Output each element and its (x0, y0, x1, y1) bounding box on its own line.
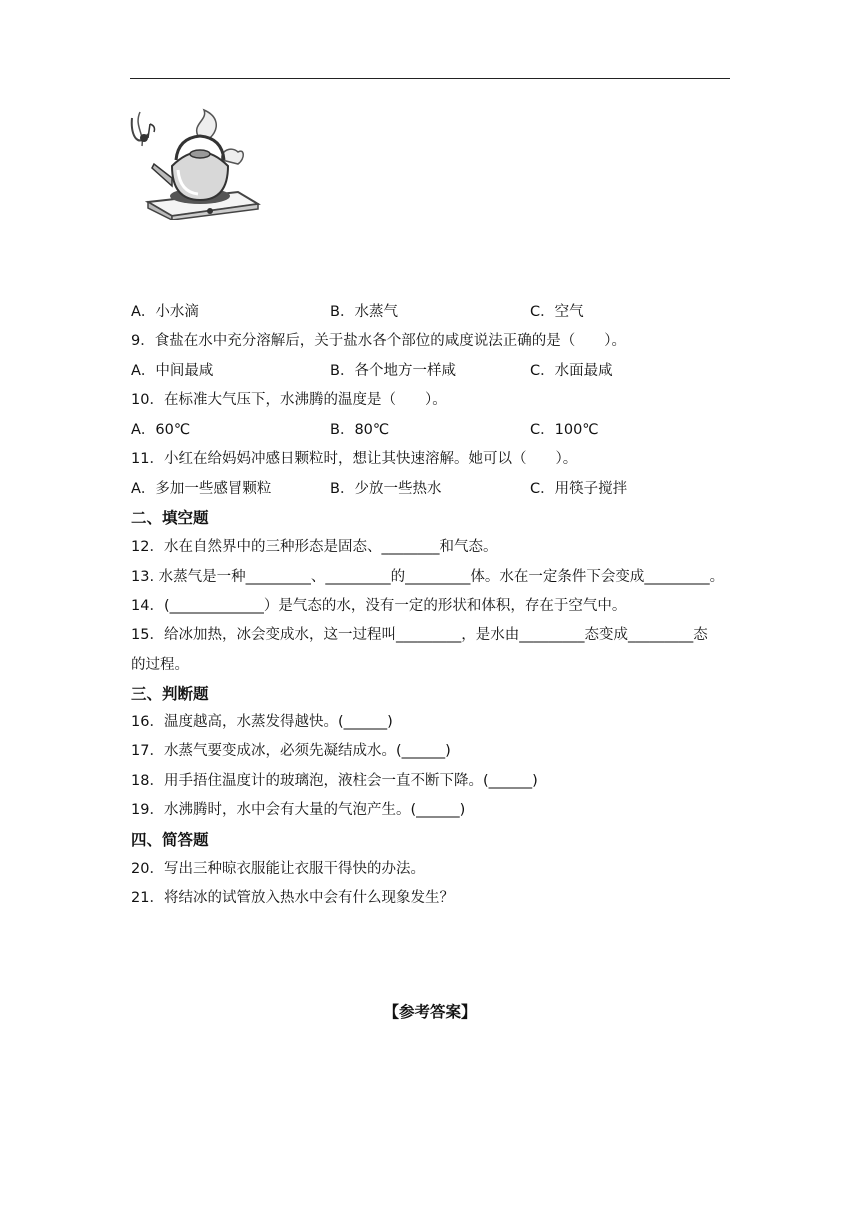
q11-option-b: B．少放一些热水 (330, 481, 442, 497)
question-14: 14．(_____________）是气态的水，没有一定的形状和体积，存在于空气中。 (131, 598, 627, 614)
question-11: 11．小红在给妈妈冲感日颗粒时，想让其快速溶解。她可以（ ）。 (131, 451, 578, 467)
q9-option-a: A．中间最咸 (131, 363, 214, 379)
q9-option-c: C．水面最咸 (530, 363, 613, 379)
q8-option-c: C．空气 (530, 304, 584, 320)
q10-option-a: A．60℃ (131, 422, 191, 438)
question-21: 21．将结冰的试管放入热水中会有什么现象发生？ (131, 890, 454, 906)
q9-option-b: B．各个地方一样咸 (330, 363, 456, 379)
q10-option-c: C．100℃ (530, 422, 599, 438)
question-15-line2: 的过程。 (131, 657, 189, 673)
question-9: 9．食盐在水中充分溶解后，关于盐水各个部位的咸度说法正确的是（ ）。 (131, 333, 626, 349)
header-rule (130, 78, 730, 79)
answer-key-title: 【参考答案】 (383, 1003, 477, 1021)
question-16: 16．温度越高，水蒸发得越快。(______) (131, 714, 393, 730)
question-19: 19．水沸腾时，水中会有大量的气泡产生。(______) (131, 802, 466, 818)
question-12: 12．水在自然界中的三种形态是固态、________和气态。 (131, 539, 498, 555)
q8-option-b: B．水蒸气 (330, 304, 398, 320)
kettle-on-stove-illustration (128, 108, 262, 220)
question-17: 17．水蒸气要变成冰，必须先凝结成水。(______) (131, 743, 451, 759)
question-10: 10．在标准大气压下，水沸腾的温度是（ ）。 (131, 392, 447, 408)
question-20: 20．写出三种晾衣服能让衣服干得快的办法。 (131, 861, 425, 877)
q11-option-c: C．用筷子搅拌 (530, 481, 628, 497)
question-13: 13. 水蒸气是一种_________、_________的_________体。水在一定条件下会变成_________。 (131, 569, 725, 585)
section-heading-short-answer: 四、简答题 (131, 831, 209, 849)
question-18: 18．用手捂住温度计的玻璃泡，液柱会一直不断下降。(______) (131, 773, 538, 789)
q10-option-b: B．80℃ (330, 422, 390, 438)
section-heading-true-false: 三、判断题 (131, 685, 209, 703)
question-15-line1: 15．给冰加热，冰会变成水，这一过程叫_________，是水由_________态变成_________态 (131, 627, 708, 643)
q8-option-a: A．小水滴 (131, 304, 199, 320)
section-heading-fill-in: 二、填空题 (131, 509, 209, 527)
q11-option-a: A．多加一些感冒颗粒 (131, 481, 272, 497)
